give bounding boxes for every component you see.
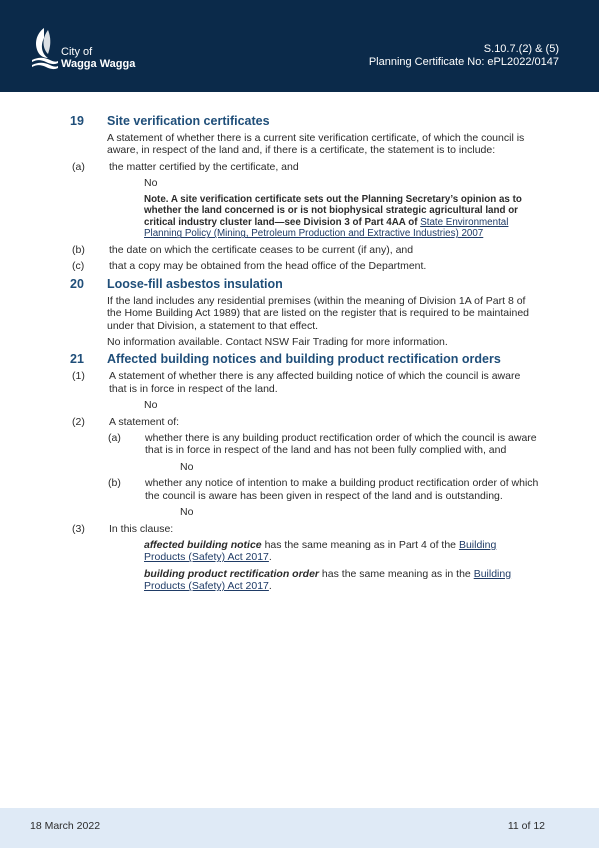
- section-19-note: [144, 194, 540, 240]
- section-19-item-c: [72, 260, 540, 272]
- section-20-answer: No information available. Contact NSW Fair Trading for more information.: [107, 336, 448, 349]
- section-21-item-2b: [108, 477, 540, 502]
- section-21-answer-2b: No: [180, 506, 194, 519]
- definition-end: .: [268, 580, 272, 593]
- page-header: [0, 0, 599, 92]
- section-21-item-3: [72, 523, 540, 535]
- section-19-item-a: [72, 161, 540, 173]
- item-text: that a copy may be obtained from the head office of the Department.: [109, 260, 427, 273]
- item-label: (c): [72, 260, 85, 273]
- council-logo-icon: [30, 26, 58, 70]
- section-19-heading: [70, 114, 540, 129]
- section-title: Affected building notices and building product rectification orders: [107, 352, 501, 367]
- definition-end: .: [268, 551, 272, 564]
- building-products-act-link[interactable]: Building Products (Safety) Act 2017: [144, 538, 497, 564]
- item-label: (2): [72, 415, 85, 428]
- section-20-intro: If the land includes any residential premises (within the meaning of Division 1A of Part 8 of the Home Building Act 1989) that are listed on the register that is required to be maintained under that Division, a statement to that effect.: [107, 294, 529, 332]
- section-20-heading: [70, 277, 540, 292]
- item-text: whether any notice of intention to make a building product rectification order of which the council is aware has been given in respect of the land and is outstanding.: [145, 477, 539, 502]
- section-19-answer-a: No: [144, 177, 158, 190]
- note-text: Note. A site verification certificate sets out the Planning Secretary’s opinion as to whether the land concerned is or is not biophysical strategic agricultural land or critical industry cluster land—see Division 3 of Part 4AA of: [144, 193, 522, 228]
- section-title: Site verification certificates: [107, 114, 270, 128]
- section-21-item-1: [72, 370, 540, 395]
- section-21-answer-1: No: [144, 399, 158, 412]
- section-number: 20: [70, 276, 84, 291]
- section-number: 19: [70, 114, 84, 128]
- definition-text: has the same meaning as in the: [319, 567, 474, 580]
- defined-term: building product rectification order: [144, 567, 320, 580]
- item-label: (a): [72, 160, 85, 173]
- item-label: (3): [72, 522, 85, 535]
- section-21-item-2a: [108, 432, 540, 457]
- definition-building-product-rectification-order: [144, 568, 540, 593]
- council-logo: [30, 26, 140, 74]
- section-number: 21: [70, 352, 84, 367]
- item-text: A statement of whether there is any affected building notice of which the council is aware that is in force in respect of the land.: [109, 370, 521, 395]
- logo-wordmark: [61, 46, 135, 70]
- page-number: 11 of 12: [507, 820, 545, 832]
- definition-text: has the same meaning as in Part 4 of the: [261, 538, 459, 551]
- section-21-heading: [70, 352, 540, 367]
- page-footer: [0, 808, 599, 848]
- certificate-number: Planning Certificate No: ePL2022/0147: [368, 56, 559, 68]
- item-label: (b): [108, 477, 121, 490]
- certificate-reference: [369, 43, 559, 69]
- footer-date: 18 March 2022: [30, 820, 101, 832]
- section-reference: S.10.7.(2) & (5): [483, 43, 559, 55]
- item-text: In this clause:: [109, 522, 174, 535]
- document-body: [72, 114, 540, 597]
- definition-affected-building-notice: [144, 539, 540, 564]
- item-label: (a): [108, 432, 121, 445]
- section-19-intro: A statement of whether there is a current site verification certificate, of which the council is aware, in respect of the land and, if there is a certificate, the statement is to include:: [107, 132, 525, 157]
- item-text: whether there is any building product rectification order of which the council is aware that is in force in respect of the land and has not been fully complied with, and: [145, 432, 537, 457]
- section-21-answer-2a: No: [180, 460, 194, 473]
- section-19-item-b: [72, 244, 540, 256]
- item-text: the date on which the certificate ceases to be current (if any), and: [109, 244, 414, 256]
- building-products-act-link[interactable]: Building Products (Safety) Act 2017: [144, 567, 512, 593]
- item-text: A statement of:: [109, 415, 180, 428]
- sepp-mining-link[interactable]: State Environmental Planning Policy (Mining, Petroleum Production and Extractive Industries) 2007: [144, 216, 509, 240]
- item-label: (b): [72, 244, 85, 256]
- logo-line-2: Wagga Wagga: [61, 58, 136, 70]
- item-text: the matter certified by the certificate, and: [109, 160, 299, 173]
- section-21-item-2: [72, 416, 540, 428]
- item-label: (1): [72, 370, 85, 383]
- defined-term: affected building notice: [144, 538, 262, 551]
- logo-line-1: City of: [61, 46, 93, 58]
- section-title: Loose-fill asbestos insulation: [107, 276, 283, 291]
